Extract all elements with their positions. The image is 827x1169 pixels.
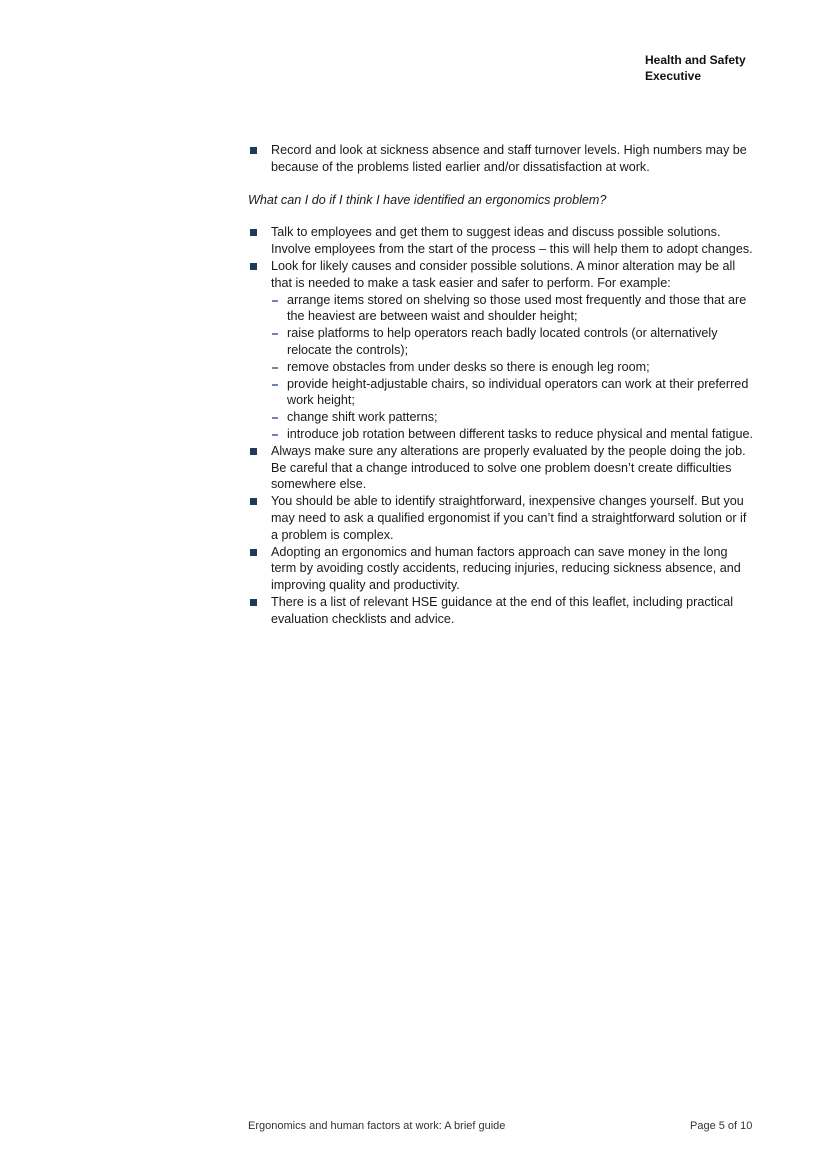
- bullet-item: [248, 594, 756, 628]
- footer-page-number: Page 5 of 10: [690, 1120, 753, 1132]
- example-text: provide height-adjustable chairs, so individual operators can work at their preferred work height;: [287, 376, 749, 408]
- main-content: [248, 142, 756, 628]
- bullet-item: [248, 544, 756, 594]
- example-item: [271, 359, 756, 376]
- dash-bullet-icon: [272, 434, 278, 436]
- dash-bullet-icon: [272, 333, 278, 335]
- section-question: What can I do if I think I have identified an ergonomics problem?: [248, 192, 607, 207]
- bullet-text: Record and look at sickness absence and staff turnover levels. High numbers may be because of the problems listed earlier and/or dissatisfaction at work.: [271, 143, 747, 174]
- bullet-item: [248, 224, 756, 258]
- bullet-text: There is a list of relevant HSE guidance at the end of this leaflet, including practical evaluation checklists and advice.: [271, 594, 734, 626]
- solutions-bullet-list: [248, 224, 756, 627]
- example-item: [271, 409, 756, 426]
- example-item: [271, 426, 756, 443]
- square-bullet-icon: [250, 263, 257, 270]
- square-bullet-icon: [250, 599, 257, 606]
- square-bullet-icon: [250, 549, 257, 556]
- square-bullet-icon: [250, 498, 257, 505]
- bullet-text: You should be able to identify straightforward, inexpensive changes yourself. But you may need to ask a qualified ergonomist if you can’t find a straightforward solution or if a problem is complex.: [271, 494, 747, 542]
- square-bullet-icon: [250, 448, 257, 455]
- organisation-name: Health and Safety Executive: [645, 53, 746, 83]
- footer-document-title: Ergonomics and human factors at work: A brief guide: [248, 1120, 506, 1132]
- bullet-text: Always make sure any alterations are properly evaluated by the people doing the job. Be careful that a change introduced to solve one problem doesn’t create difficulties somewhere else.: [271, 443, 746, 492]
- example-item: [271, 376, 756, 410]
- example-item: [271, 292, 756, 326]
- example-text: remove obstacles from under desks so there is enough leg room;: [287, 359, 650, 374]
- bullet-item: [248, 493, 756, 543]
- square-bullet-icon: [250, 147, 257, 154]
- bullet-item: [248, 258, 756, 443]
- bullet-item: [248, 142, 756, 176]
- example-item: [271, 325, 756, 359]
- dash-bullet-icon: [272, 367, 278, 369]
- example-text: introduce job rotation between different tasks to reduce physical and mental fatigue.: [287, 426, 754, 441]
- bullet-text: Look for likely causes and consider possible solutions. A minor alteration may be all that is needed to make a task easier and safer to perform. For example:: [271, 258, 736, 290]
- square-bullet-icon: [250, 229, 257, 236]
- bullet-item: [248, 443, 756, 493]
- intro-bullet-list: [248, 142, 756, 176]
- example-text: change shift work patterns;: [287, 410, 438, 425]
- dash-bullet-icon: [272, 384, 278, 386]
- dash-bullet-icon: [272, 417, 278, 419]
- bullet-text: Talk to employees and get them to suggest ideas and discuss possible solutions. Involve employees from the start of the process – this will help them to adopt changes.: [271, 225, 753, 257]
- bullet-text: Adopting an ergonomics and human factors approach can save money in the long term by avoiding costly accidents, reducing injuries, reducing sickness absence, and improving quality and productivity.: [271, 544, 741, 593]
- example-text: raise platforms to help operators reach badly located controls (or alternatively relocate the controls);: [287, 326, 718, 357]
- example-text: arrange items stored on shelving so those used most frequently and those that are the heaviest are between waist and shoulder height;: [287, 292, 747, 324]
- examples-list: [271, 292, 756, 443]
- dash-bullet-icon: [272, 300, 278, 302]
